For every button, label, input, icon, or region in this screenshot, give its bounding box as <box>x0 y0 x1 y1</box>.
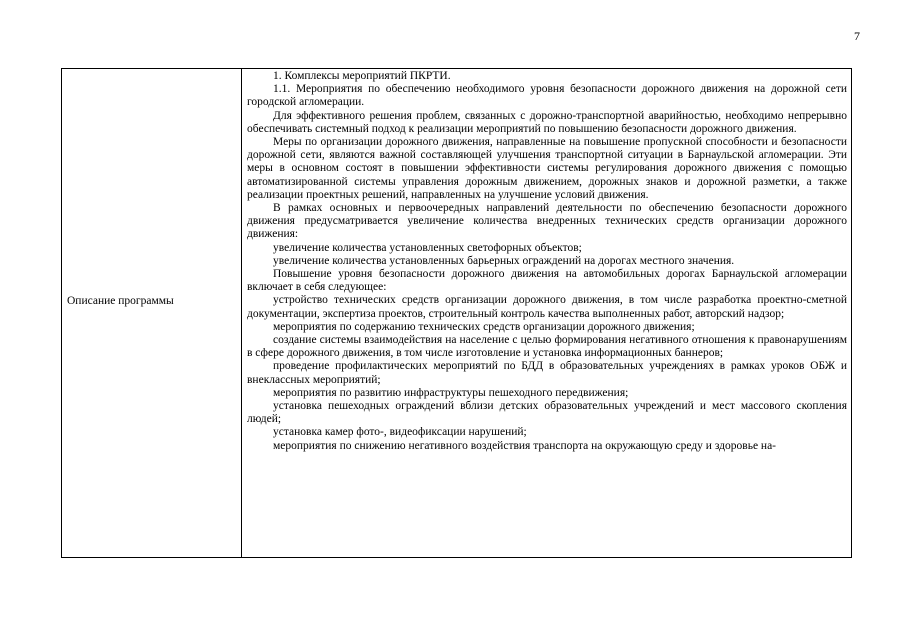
paragraph: увеличение количества установленных барьерных ограждений на дорогах местного значения. <box>273 254 735 267</box>
program-description-table <box>61 68 852 558</box>
paragraph: мероприятия по развитию инфраструктуры пешеходного передвижения; <box>273 386 629 399</box>
row-label: Описание программы <box>67 295 174 307</box>
paragraph: мероприятия по содержанию технических средств организации дорожного движения; <box>273 320 695 333</box>
paragraph: Повышение уровня безопасности дорожного движения на автомобильных дорогах Барнаульской агломерации включает в себя следующее: <box>247 268 847 294</box>
table-content-cell <box>242 69 851 557</box>
paragraph: Для эффективного решения проблем, связанных с дорожно-транспортной аварийностью, необходимо непрерывно обеспечивать системный подход к реализации мероприятий по повышению безопасности дорожного движения. <box>247 109 847 135</box>
paragraph: проведение профилактических мероприятий по БДД в образовательных учреждениях в рамках уроков ОБЖ и внеклассных мероприятий; <box>247 360 847 386</box>
paragraph: Меры по организации дорожного движения, направленные на повышение пропускной способности и безопасности дорожной сети, являются важной составляющей улучшения транспортной ситуации в Барнаульской агломерации. Эти меры в основном состоят в повышении эффективности системы регулирования дорожного движения с помощью автоматизированной системы управления дорожным движением, дорожных знаков и дорожной разметки, а также реализации проектных решений, направленных на улучшение условий движения. <box>247 136 847 201</box>
paragraph: 1.1. Мероприятия по обеспечению необходимого уровня безопасности дорожного движения на дорожной сети городской агломерации. <box>247 83 847 109</box>
paragraph: устройство технических средств организации дорожного движения, в том числе разработка проектно-сметной документации, экспертиза проектов, строительный контроль качества выполненных работ, авторский надзор; <box>247 294 847 320</box>
paragraph: 1. Комплексы мероприятий ПКРТИ. <box>273 70 451 82</box>
page-number: 7 <box>854 29 860 43</box>
paragraph: мероприятия по снижению негативного воздействия транспорта на окружающую среду и здоровье на- <box>273 439 777 452</box>
paragraph: увеличение количества установленных светофорных объектов; <box>273 241 582 254</box>
paragraph: установка камер фото-, видеофиксации нарушений; <box>273 426 527 439</box>
paragraph: В рамках основных и первоочередных направлений деятельности по обеспечению безопасности дорожного движения предусматривается увеличение количества внедренных технических средств организации дорожного движения: <box>247 202 847 241</box>
paragraph: установка пешеходных ограждений вблизи детских образовательных учреждений и мест массового скопления людей; <box>247 400 847 426</box>
table-label-cell <box>62 69 242 557</box>
paragraph: создание системы взаимодействия на население с целью формирования негативного отношения к правонарушениям в сфере дорожного движения, в том числе изготовление и установка информационных баннеров; <box>247 334 847 360</box>
